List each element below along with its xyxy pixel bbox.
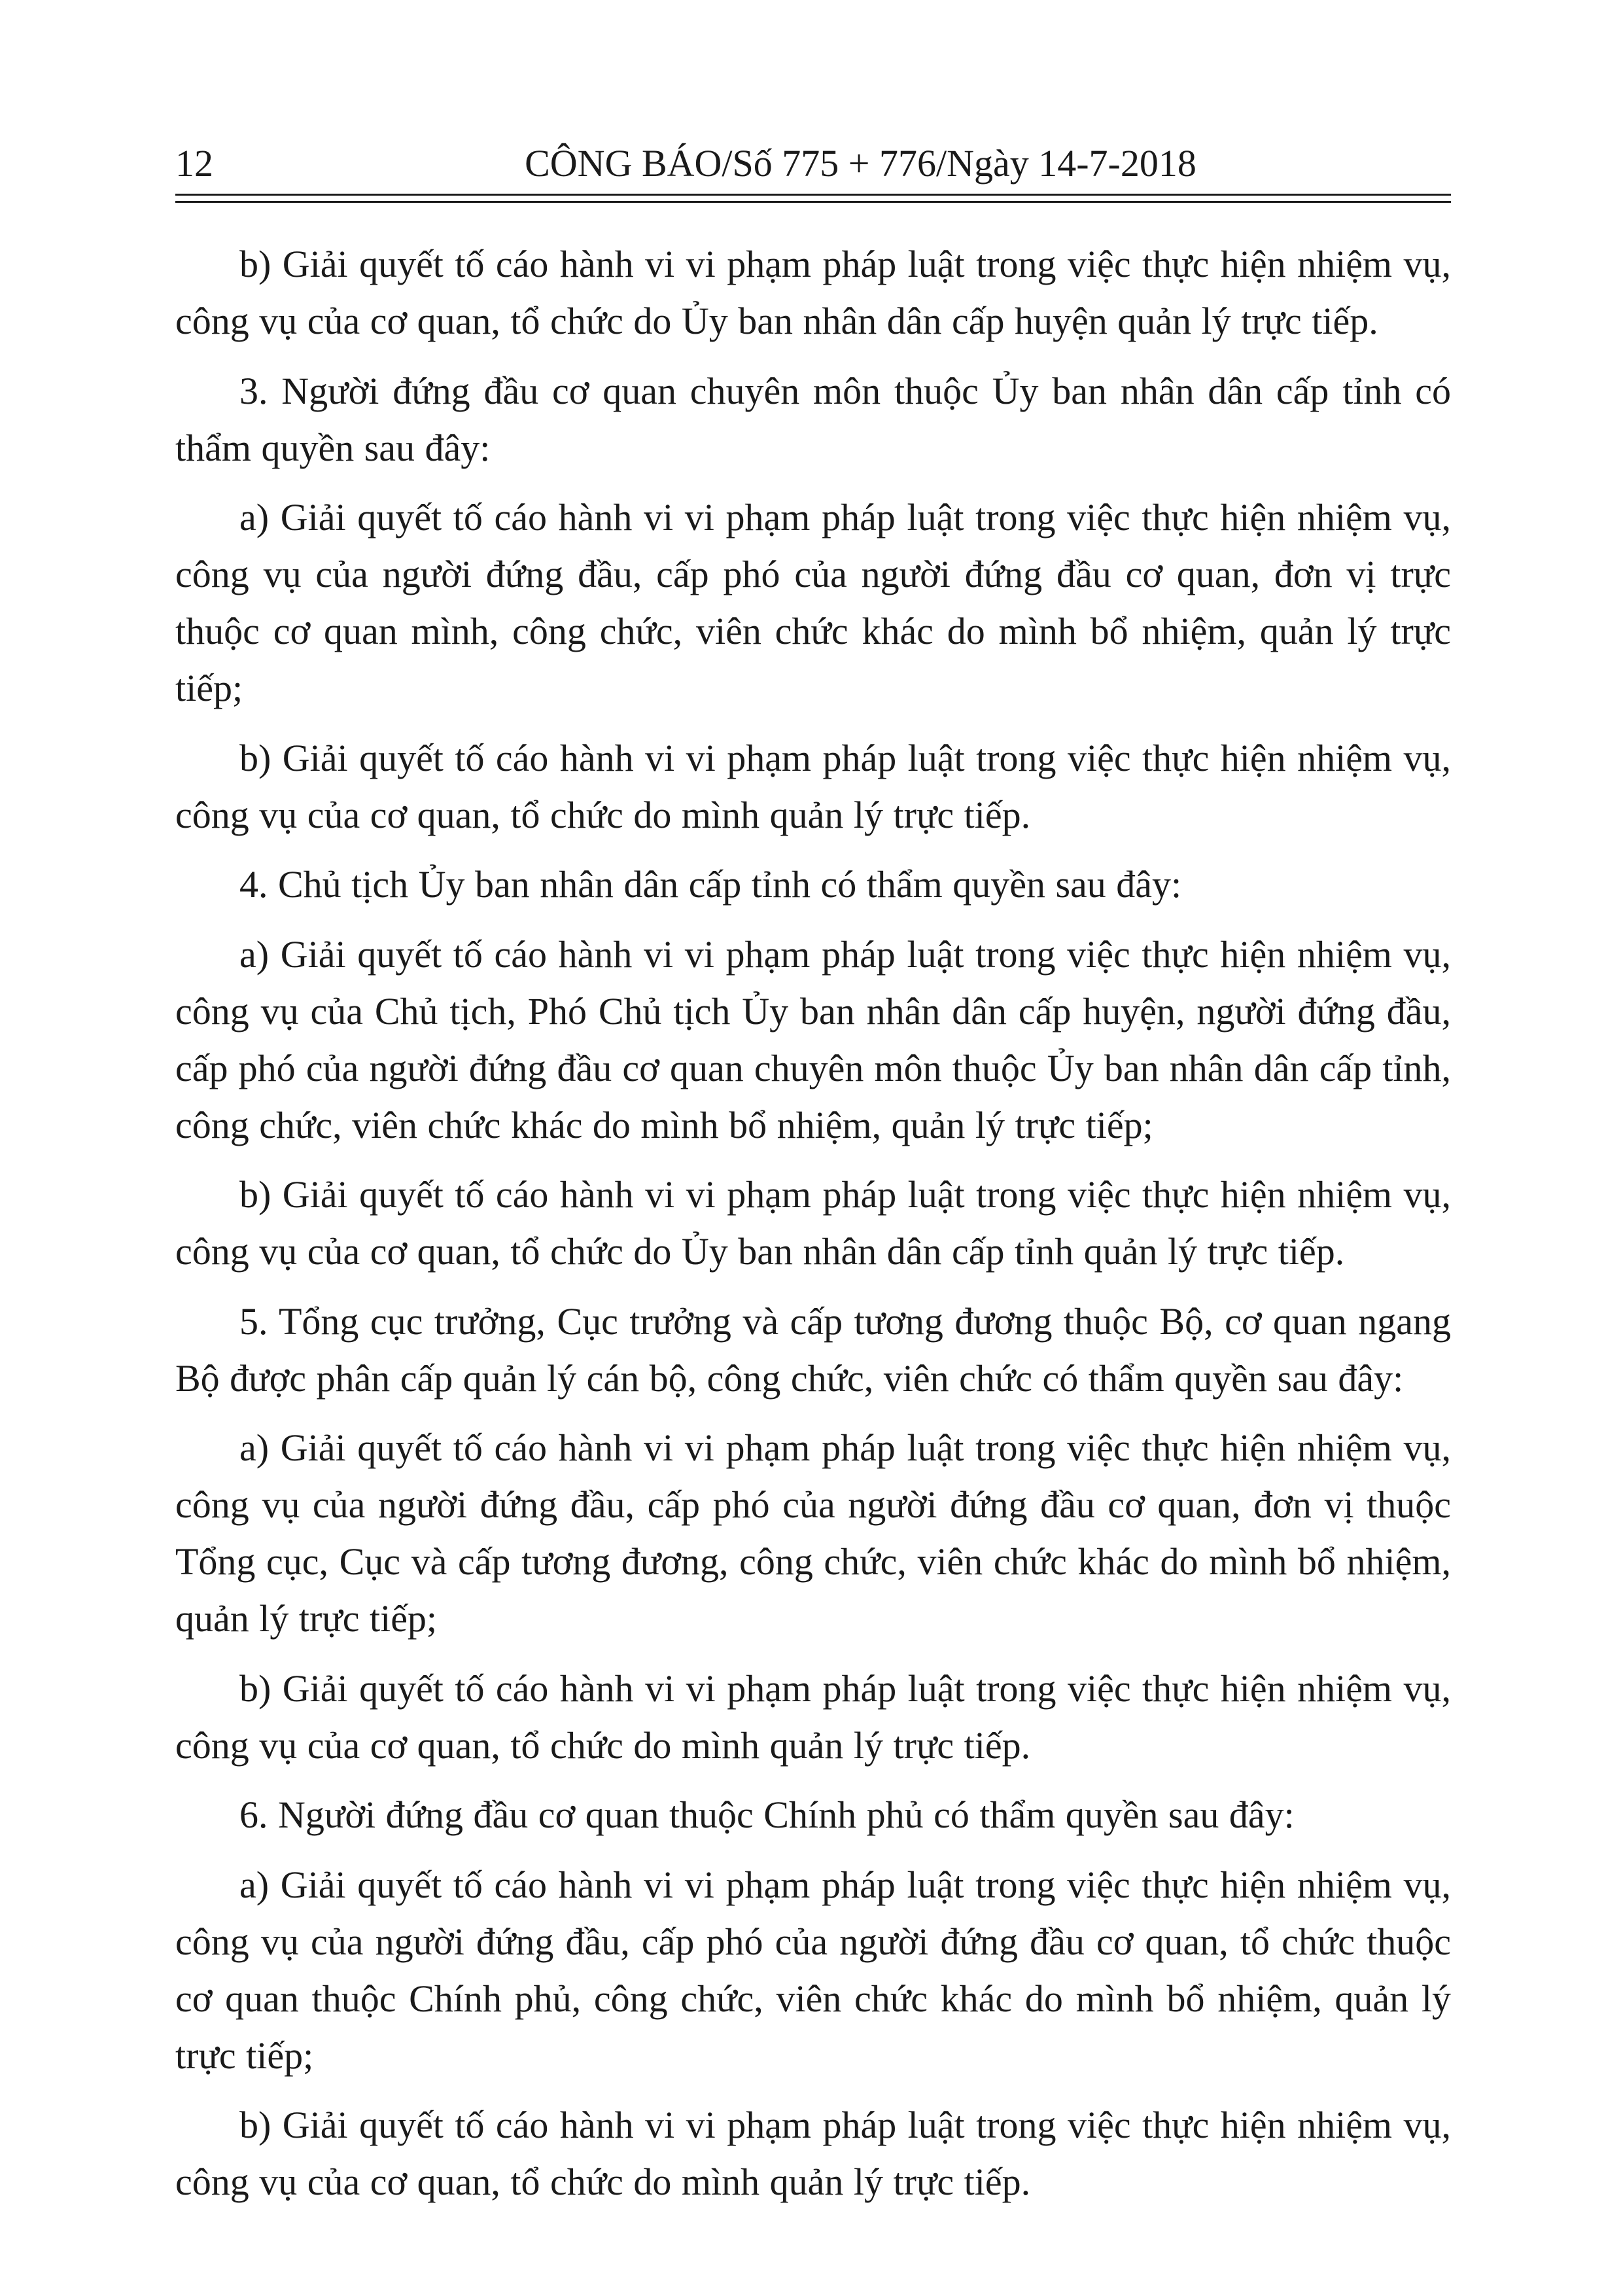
paragraph-4: 4. Chủ tịch Ủy ban nhân dân cấp tỉnh có thẩm quyền sau đây: — [239, 863, 1182, 906]
document-body — [175, 236, 1451, 2223]
paragraph-6a: a) Giải quyết tố cáo hành vi vi phạm pháp luật trong việc thực hiện nhiệm vụ, công vụ của người đứng đầu, cấp phó của người đứng đầu cơ quan, tổ chức thuộc cơ quan thuộc Chính phủ, công chức, viên chức khác do mình bổ nhiệm, quản lý trực tiếp; — [175, 1863, 1451, 2077]
paragraph-5: 5. Tổng cục trưởng, Cục trưởng và cấp tương đương thuộc Bộ, cơ quan ngang Bộ được phân cấp quản lý cán bộ, công chức, viên chức có thẩm quyền sau đây: — [175, 1299, 1451, 1400]
paragraph-3: 3. Người đứng đầu cơ quan chuyên môn thuộc Ủy ban nhân dân cấp tỉnh có thẩm quyền sau đây: — [175, 369, 1451, 469]
paragraph-5b: b) Giải quyết tố cáo hành vi vi phạm pháp luật trong việc thực hiện nhiệm vụ, công vụ của cơ quan, tổ chức do mình quản lý trực tiếp. — [175, 1667, 1451, 1767]
page-number: 12 — [175, 142, 213, 185]
page-header — [175, 137, 1451, 190]
paragraph-5a: a) Giải quyết tố cáo hành vi vi phạm pháp luật trong việc thực hiện nhiệm vụ, công vụ của người đứng đầu, cấp phó của người đứng đầu cơ quan, đơn vị thuộc Tổng cục, Cục và cấp tương đương, công chức, viên chức khác do mình bổ nhiệm, quản lý trực tiếp; — [175, 1426, 1451, 1640]
paragraph-6: 6. Người đứng đầu cơ quan thuộc Chính phủ có thẩm quyền sau đây: — [239, 1793, 1295, 1836]
paragraph-4a: a) Giải quyết tố cáo hành vi vi phạm pháp luật trong việc thực hiện nhiệm vụ, công vụ của Chủ tịch, Phó Chủ tịch Ủy ban nhân dân cấp huyện, người đứng đầu, cấp phó của người đứng đầu cơ quan chuyên môn thuộc Ủy ban nhân dân cấp tỉnh, công chức, viên chức khác do mình bổ nhiệm, quản lý trực tiếp; — [175, 932, 1451, 1146]
paragraph-4b: b) Giải quyết tố cáo hành vi vi phạm pháp luật trong việc thực hiện nhiệm vụ, công vụ của cơ quan, tổ chức do Ủy ban nhân dân cấp tỉnh quản lý trực tiếp. — [175, 1173, 1451, 1273]
paragraph-3a: a) Giải quyết tố cáo hành vi vi phạm pháp luật trong việc thực hiện nhiệm vụ, công vụ của người đứng đầu, cấp phó của người đứng đầu cơ quan, đơn vị trực thuộc cơ quan mình, công chức, viên chức khác do mình bổ nhiệm, quản lý trực tiếp; — [175, 496, 1451, 709]
paragraph-2b: b) Giải quyết tố cáo hành vi vi phạm pháp luật trong việc thực hiện nhiệm vụ, công vụ của cơ quan, tổ chức do Ủy ban nhân dân cấp huyện quản lý trực tiếp. — [175, 243, 1451, 342]
paragraph-6b: b) Giải quyết tố cáo hành vi vi phạm pháp luật trong việc thực hiện nhiệm vụ, công vụ của cơ quan, tổ chức do mình quản lý trực tiếp. — [175, 2104, 1451, 2203]
paragraph-3b: b) Giải quyết tố cáo hành vi vi phạm pháp luật trong việc thực hiện nhiệm vụ, công vụ của cơ quan, tổ chức do mình quản lý trực tiếp. — [175, 736, 1451, 836]
gazette-header-title: CÔNG BÁO/Số 775 + 776/Ngày 14-7-2018 — [525, 142, 1196, 185]
header-double-rule — [175, 194, 1451, 203]
